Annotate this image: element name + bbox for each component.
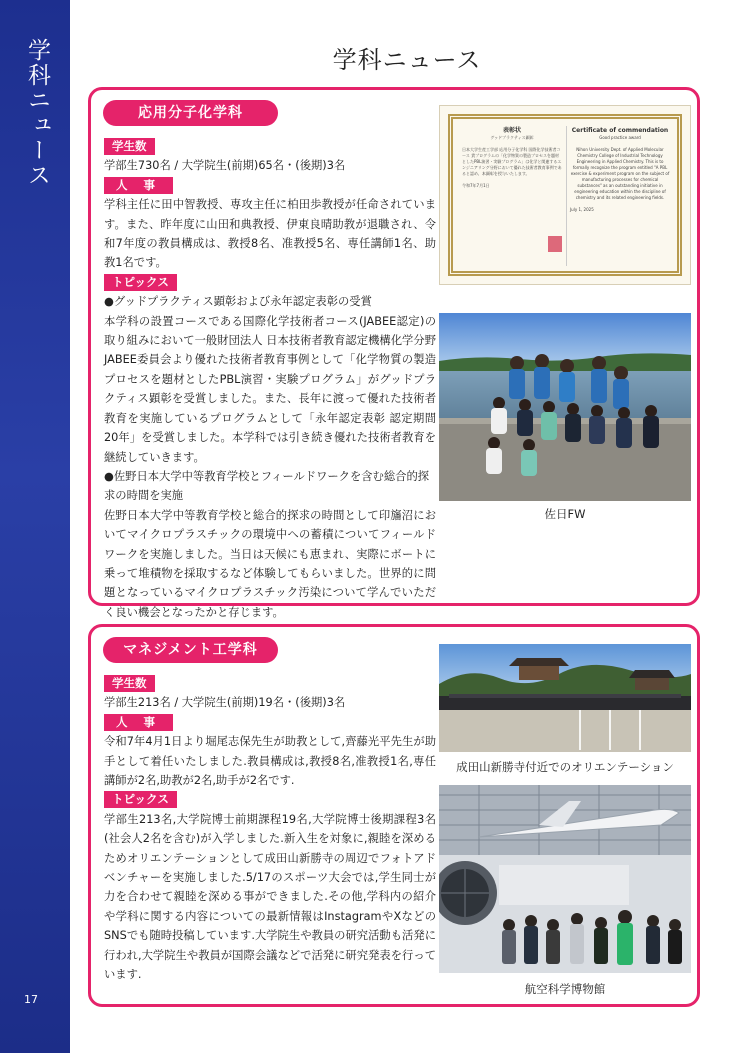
applied-chemistry-section xyxy=(88,87,700,619)
photo-caption: 航空科学博物館 xyxy=(524,982,606,996)
cert-en-body: Nihon University Dept. of Applied Molecular Chemistry College of Industrial Technology Engineering in Applied Chemistry. This is to formally recognize the program entitled "A PBL exercise & experiment program on the subject of manufacturing processes for chemical substances" as an outstanding initiative in engineering education within the discipline of chemistry and its related engineering fields. xyxy=(570,147,670,200)
topic-text: 佐野日本大学中等教育学校と総合的探求の時間として印旛沼においてマイクロプラスチックの環境中への蓄積についてフィールドワークを実施しました。当日は天候にも恵まれ、実際にボートに乗って堆積物を採取するなど体験してもらいました。世界的に問題となっているマイクロプラスチック汚染について学んでいただく良い機会となったかと存じます。 xyxy=(104,508,436,619)
page-number: 17 xyxy=(24,993,38,1006)
personnel-label: 人 事 xyxy=(104,177,173,194)
personnel-label: 人 事 xyxy=(104,714,173,731)
museum-photo-graphic xyxy=(439,785,691,973)
topic-text: 本学科の設置コースである国際化学技術者コース(JABEE認定)の取り組みにおいて一般財団法人 日本技術者教育認定機構化学分野JABEE委員会より優れた技術者教育事例として「化学物質の製造プロセスを題材としたPBL演習・実験プログラム」がグッドプラクティス顕彰を受賞しました。また、長年に渡って優れた技術者教育を実施しているプログラムとして「永年認定表彰 認定期間20年」を受賞しました。本学科では引き続き優れた技術者教育を継続していきます。 xyxy=(104,314,436,464)
cert-en-title: Certificate of commendation xyxy=(571,127,669,134)
side-band xyxy=(0,0,70,1053)
students-label: 学生数 xyxy=(104,675,155,692)
cert-en-sub: Good practice award xyxy=(599,135,641,140)
management-engineering-section xyxy=(88,624,700,1007)
dept-name-tag: マネジメント工学科 xyxy=(103,637,278,663)
cert-jp-body: 日本大学生産工学部 応用分子化学科 国際化学技術者コース 貴プログラムの「化学物質の製造プロセスを題材としたPBL演習・実験プログラム」は化学と関連するエンジニアリング分野において優れた技術者教育事例であると認め、本顕彰を授与いたします。 xyxy=(462,147,562,176)
topic-heading: ●佐野日本大学中等教育学校とフィールドワークを含む総合的探求の時間を実施 xyxy=(104,469,430,503)
temple-photo-graphic xyxy=(439,644,691,752)
photo-caption: 成田山新勝寺付近でのオリエンテーション xyxy=(456,760,674,774)
topics-label: トピックス xyxy=(104,274,177,291)
page-title: 学科ニュース xyxy=(332,46,482,74)
certificate-japanese xyxy=(462,126,562,189)
cert-jp-title: 表彰状 xyxy=(502,127,521,134)
topic-heading: ●グッドプラクティス顕彰および永年認定表彰の受賞 xyxy=(104,295,372,309)
cert-en-date: July 1, 2025 xyxy=(570,207,594,212)
students-text: 学部生213名 / 大学院生(前期)19名・(後期)3名 xyxy=(104,696,346,710)
dept-name-tag: 応用分子化学科 xyxy=(103,100,278,126)
certificate-divider xyxy=(566,126,567,266)
seal-stamp xyxy=(548,236,562,252)
fieldwork-photo-graphic xyxy=(439,313,691,501)
certificate-english xyxy=(570,126,670,213)
side-title: 学科ニュース xyxy=(24,38,50,188)
topics-label: トピックス xyxy=(104,791,177,808)
students-label: 学生数 xyxy=(104,138,155,155)
cert-jp-sub: グッドプラクティス顕彰 xyxy=(490,135,534,140)
management-text-column xyxy=(104,674,436,985)
photo-caption: 佐日FW xyxy=(544,507,586,521)
aviation-museum-photo xyxy=(439,785,691,973)
personnel-text: 令和7年4月1日より堀尾志保先生が助教として,齊藤光平先生が助手として着任いたしました.教員構成は,教授8名,准教授1名,専任講師が2名,助教が2名,助手が2名です. xyxy=(104,735,436,788)
temple-orientation-photo xyxy=(439,644,691,752)
certificate-image xyxy=(439,105,691,285)
topic-text: 学部生213名,大学院博士前期課程19名,大学院博士後期課程3名(社会人2名を含む)が入学しました.新入生を対象に,親睦を深めるためオリエンテーションとして成田山新勝寺の周辺でフォトアドベンチャーを実施しました.5/17のスポーツ大会では,学生同士が力を合わせて親睦を深める事ができました.その他,学科内の紹介や学科に関する内容についての最新情報はInstagramやXなどのSNSでも随時投稿しています.大学院生や教員の研究活動も活発に行われ,大学院生や教員が国際会議などで活発に研究発表を行っています. xyxy=(104,812,436,982)
fieldwork-group-photo xyxy=(439,313,691,501)
personnel-text: 学科主任に田中智教授、専攻主任に柏田歩教授が任命されています。また、昨年度に山田和典教授、伊東良晴助教が退職され、令和7年度の教員構成は、教授8名、准教授5名、専任講師1名、助教1名です。 xyxy=(104,198,436,270)
applied-text-column xyxy=(104,137,436,622)
cert-jp-date: 令和7年7月1日 xyxy=(462,183,490,188)
students-text: 学部生730名 / 大学院生(前期)65名・(後期)3名 xyxy=(104,159,346,173)
